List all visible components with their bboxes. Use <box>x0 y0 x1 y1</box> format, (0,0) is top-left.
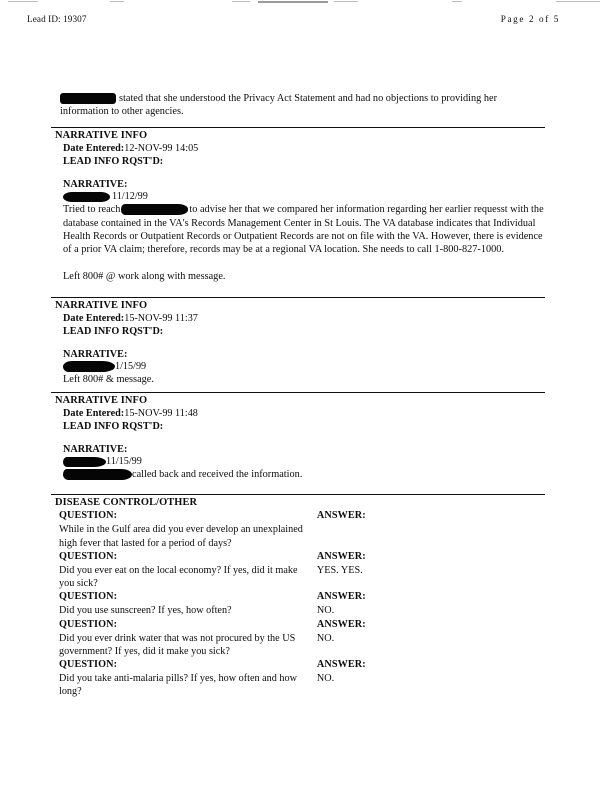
document-content <box>51 92 545 698</box>
intro-paragraph <box>51 92 545 118</box>
narrative-date-value: 11/12/99 <box>112 191 148 203</box>
narrative-date-row <box>51 360 545 373</box>
page-header <box>27 14 582 30</box>
narrative-date-row <box>51 190 545 203</box>
disease-control-section <box>51 494 545 698</box>
date-entered-value: 15-NOV-99 11:48 <box>124 408 198 420</box>
narrative-body-prefix: Tried to reach <box>63 204 121 216</box>
narrative-label: NARRATIVE: <box>63 444 128 456</box>
answer-text: YES. YES. <box>316 564 363 576</box>
table-row <box>51 618 545 632</box>
lead-info-row <box>51 325 545 338</box>
date-entered-row <box>51 407 545 420</box>
table-row <box>51 590 545 604</box>
answer-header: ANSWER: <box>316 658 366 670</box>
narrative-body-text: called back and received the information. <box>132 469 303 481</box>
section-divider <box>51 127 545 128</box>
section-title: NARRATIVE INFO <box>55 299 148 311</box>
intro-paragraph-text: stated that she understood the Privacy Act Statement and had no objections to providing her information to other agencies. <box>60 93 498 118</box>
table-row <box>51 509 545 523</box>
lead-info-row <box>51 420 545 433</box>
question-text: Did you ever eat on the local economy? If yes, did it make you sick? <box>59 564 298 590</box>
table-row <box>51 550 545 564</box>
narrative-body <box>51 468 545 481</box>
question-header: QUESTION: <box>59 591 118 603</box>
narrative-info-section-2 <box>51 297 545 386</box>
redaction-block-icon <box>63 469 132 480</box>
section-title: NARRATIVE INFO <box>55 395 148 407</box>
narrative-label: NARRATIVE: <box>63 179 128 191</box>
answer-text: NO. <box>316 605 335 617</box>
redaction-block-icon <box>60 93 116 104</box>
question-text: Did you use sunscreen? If yes, how often? <box>59 605 232 617</box>
redaction-block-icon <box>63 361 115 372</box>
scan-edge-artifacts <box>0 0 612 4</box>
narrative-info-section-3 <box>51 392 545 481</box>
table-row <box>51 632 545 658</box>
answer-text: NO. <box>316 672 335 684</box>
section-title: DISEASE CONTROL/OTHER <box>55 497 198 509</box>
date-entered-label: Date Entered: <box>63 143 125 155</box>
redaction-block-icon <box>121 204 188 215</box>
section-divider <box>51 297 545 298</box>
lead-info-row <box>51 155 545 168</box>
question-text: Did you ever drink water that was not procured by the US government? If yes, did it make you sick? <box>59 632 296 657</box>
answer-header: ANSWER: <box>316 550 366 562</box>
section-divider <box>51 494 545 495</box>
lead-info-label: LEAD INFO RQST'D: <box>63 156 164 168</box>
lead-info-label: LEAD INFO RQST'D: <box>63 325 164 337</box>
question-text: Did you take anti-malaria pills? If yes, how often and how long? <box>59 672 297 698</box>
narrative-body-text: Left 800# & message. <box>63 373 154 385</box>
answer-header: ANSWER: <box>316 618 366 630</box>
narrative-info-section-1 <box>51 127 545 282</box>
page-number-label: Page 2 of 5 <box>500 14 560 24</box>
table-row <box>51 523 545 549</box>
section-divider <box>51 392 545 393</box>
table-row <box>51 672 545 698</box>
question-header: QUESTION: <box>59 550 118 562</box>
narrative-body <box>51 373 545 386</box>
narrative-extra-line: Left 800# @ work along with message. <box>63 270 226 282</box>
date-entered-row <box>51 142 545 155</box>
narrative-date-row <box>51 455 545 468</box>
lead-id-label: Lead ID: 19307 <box>27 14 87 24</box>
table-row <box>51 658 545 672</box>
question-text: While in the Gulf area did you ever develop an unexplained high fever that lasted for a period of days? <box>59 524 303 549</box>
table-row <box>51 564 545 590</box>
narrative-date-value: 1/15/99 <box>115 360 147 372</box>
answer-header: ANSWER: <box>316 510 366 522</box>
date-entered-label: Date Entered: <box>63 312 125 324</box>
date-entered-row <box>51 312 545 325</box>
date-entered-value: 12-NOV-99 14:05 <box>124 143 199 155</box>
table-row <box>51 604 545 617</box>
question-header: QUESTION: <box>59 618 118 630</box>
question-answer-table <box>51 509 545 698</box>
question-header: QUESTION: <box>59 658 118 670</box>
answer-text: NO. <box>316 632 335 644</box>
redaction-block-icon <box>63 457 106 467</box>
section-title: NARRATIVE INFO <box>55 130 148 142</box>
narrative-body <box>51 203 545 256</box>
narrative-label: NARRATIVE: <box>63 348 128 360</box>
answer-header: ANSWER: <box>316 591 366 603</box>
lead-info-label: LEAD INFO RQST'D: <box>63 421 164 433</box>
redaction-block-icon <box>63 192 110 202</box>
date-entered-label: Date Entered: <box>63 408 125 420</box>
narrative-date-value: 11/15/99 <box>106 456 142 468</box>
question-header: QUESTION: <box>59 510 118 522</box>
narrative-body-text: to advise her that we compared her information regarding her earlier requesst with the database contained in the VA's Records Management Center in St Louis. The VA database indicates that Individual Health Records or Outpatient Records or Outpatient Records are not on file with the VA. However, there is evidence of a prior VA claim; therefore, records may be at a regional VA location. She needs to call 1-800-827-1000. <box>63 204 544 256</box>
answer-text <box>313 523 545 549</box>
date-entered-value: 15-NOV-99 11:37 <box>124 312 198 324</box>
